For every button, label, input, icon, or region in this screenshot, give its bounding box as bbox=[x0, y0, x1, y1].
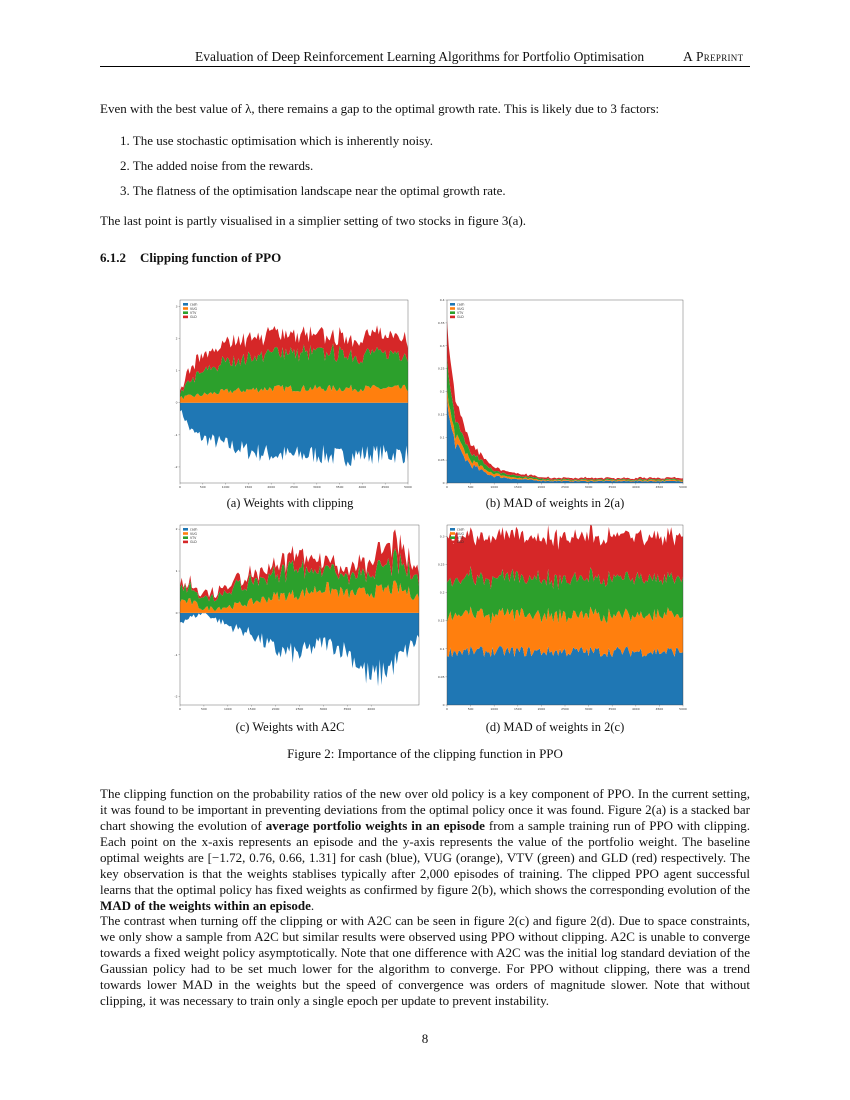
legend-label-cash: cash bbox=[457, 302, 465, 307]
intro-paragraph: Even with the best value of λ, there remains a gap to the optimal growth rate. This is likely due to 3 factors: bbox=[100, 101, 660, 116]
y-tick-label: 0.3 bbox=[439, 534, 445, 539]
text-run: The clipping function on the probability ratios of the new over old policy is a key component of PPO. In the current setting, it was found to be important in preventing deviations from the optimal policy once it was found. Figure 2(a) is a stacked bar chart showing the evolution of bbox=[100, 786, 750, 833]
y-tick-label: 0 bbox=[175, 400, 178, 405]
y-tick-label: 0.05 bbox=[437, 674, 445, 679]
legend-label-vug: VUG bbox=[457, 531, 464, 536]
text-run: . bbox=[310, 898, 315, 913]
figure-caption: Figure 2: Importance of the clipping function in PPO bbox=[287, 746, 563, 761]
legend-swatch-vtv bbox=[450, 536, 455, 539]
x-tick-label: 2000 bbox=[537, 485, 546, 489]
x-tick-label: 1000 bbox=[490, 485, 499, 489]
list-item: 2. The added noise from the rewards. bbox=[120, 158, 314, 173]
x-tick-label: 2000 bbox=[271, 707, 280, 711]
x-tick-label: 2000 bbox=[267, 485, 276, 489]
y-tick-label: 0.2 bbox=[439, 389, 445, 394]
bold-phrase: MAD of the weights within an episode bbox=[100, 898, 311, 913]
y-tick-label: -1 bbox=[174, 432, 178, 437]
y-tick-label: 0.05 bbox=[437, 458, 445, 463]
subcaption-b: (b) MAD of weights in 2(a) bbox=[485, 496, 625, 510]
series-area-cash bbox=[447, 646, 683, 705]
x-tick-label: 3000 bbox=[312, 485, 321, 489]
subcaption-c: (c) Weights with A2C bbox=[235, 720, 345, 734]
x-tick-label: 2500 bbox=[561, 485, 569, 489]
x-tick-label: 4000 bbox=[367, 707, 376, 711]
section-number: 6.1.2 bbox=[100, 250, 126, 265]
legend-swatch-vtv bbox=[183, 311, 188, 314]
x-tick-label: 2500 bbox=[290, 485, 298, 489]
x-tick-label: 500 bbox=[199, 485, 206, 489]
body-paragraph-2: The contrast when turning off the clipping or with A2C can be seen in figure 2(c) and figure 2(d). Due to space constraints, we only show a sample from A2C but similar results were observed using PPO without clipping. A2C is unable to converge towards a fixed weight policy asymptotically. Note that one difference with A2C was the initial log standard deviation of the Gaussian policy had to be set much lower for the algorithm to converge. For PPO without clipping, there was a trend towards lower MAD in the weights but the speed of convergence was orders of magnitude slower. Note that without clipping, it was necessary to train only a single epoch per update to prevent instability. bbox=[100, 913, 750, 1008]
legend-swatch-vug bbox=[183, 532, 188, 535]
x-tick-label: 3000 bbox=[584, 707, 593, 711]
y-tick-label: 1 bbox=[175, 368, 178, 373]
y-tick-label: 2 bbox=[175, 527, 178, 532]
list-item: 1. The use stochastic optimisation which is inherently noisy. bbox=[120, 133, 434, 148]
y-tick-label: 0.25 bbox=[437, 562, 445, 567]
legend-label-cash: cash bbox=[190, 302, 198, 307]
legend-swatch-cash bbox=[183, 303, 188, 306]
legend-label-cash: cash bbox=[190, 527, 198, 532]
y-tick-label: 3 bbox=[175, 304, 178, 309]
legend-label-vtv: VTV bbox=[190, 536, 197, 540]
chart-weights-with-a2c bbox=[160, 522, 420, 717]
header-rule bbox=[100, 66, 750, 67]
x-tick-label: 1500 bbox=[513, 707, 522, 711]
x-tick-label: 1500 bbox=[513, 485, 522, 489]
legend-swatch-gld bbox=[450, 541, 455, 544]
y-tick-label: 0.15 bbox=[437, 412, 445, 417]
y-tick-label: 0 bbox=[442, 481, 445, 485]
x-tick-label: 2000 bbox=[537, 707, 546, 711]
y-tick-label: 0 bbox=[175, 610, 178, 615]
y-tick-label: 0.4 bbox=[439, 298, 445, 302]
subcaption-a: (a) Weights with clipping bbox=[226, 496, 354, 510]
legend-swatch-vug bbox=[183, 307, 188, 310]
y-tick-label: 0 bbox=[442, 703, 445, 707]
y-tick-label: 0.15 bbox=[437, 618, 445, 623]
y-tick-label: -1 bbox=[174, 652, 178, 657]
legend-swatch-cash bbox=[450, 528, 455, 531]
page-number: 8 bbox=[421, 1031, 429, 1046]
legend-label-gld: GLD bbox=[457, 315, 464, 320]
x-tick-label: 0 bbox=[179, 485, 181, 489]
x-tick-label: 3000 bbox=[319, 707, 328, 711]
legend-swatch-cash bbox=[450, 303, 455, 306]
section-heading bbox=[100, 250, 281, 266]
chart-mad-weights-clipping bbox=[425, 295, 690, 495]
x-tick-label: 5000 bbox=[404, 485, 412, 489]
y-tick-label: 0.35 bbox=[437, 320, 445, 325]
legend-label-vug: VUG bbox=[190, 531, 197, 536]
y-tick-label: 0.25 bbox=[437, 366, 445, 371]
legend-swatch-gld bbox=[183, 316, 188, 319]
x-tick-label: 2500 bbox=[295, 707, 304, 711]
legend-label-vtv: VTV bbox=[457, 536, 464, 540]
y-tick-label: 0.3 bbox=[439, 343, 445, 348]
legend-swatch-cash bbox=[183, 528, 188, 531]
subcaption-d: (d) MAD of weights in 2(c) bbox=[485, 720, 625, 734]
x-tick-label: 1500 bbox=[247, 707, 256, 711]
legend-label-vtv: VTV bbox=[190, 311, 197, 315]
x-tick-label: 4000 bbox=[631, 485, 640, 489]
y-tick-label: 1 bbox=[175, 569, 178, 574]
y-tick-label: 2 bbox=[175, 336, 178, 341]
body-paragraph-1 bbox=[100, 786, 750, 914]
text-run: from a sample training run of PPO with clipping. Each point on the x-axis represents an episode and the y-axis represents the value of the portfolio weight. The baseline optimal weights are [−1.72, 0.76, 0.66, 1.31] for cash (blue), VUG (orange), VTV (green) and GLD (red) respectively. The key observation is that the weights stablises typically after 2,000 episodes of training. The clipped PPO agent successful learns that the optimal policy has fixed weights as confirmed by figure 2(b), which shows the corresponding evolution of the bbox=[100, 818, 750, 897]
bold-phrase: average portfolio weights in an episode bbox=[265, 818, 485, 833]
x-tick-label: 1000 bbox=[223, 707, 232, 711]
x-tick-label: 1000 bbox=[221, 485, 230, 489]
legend-swatch-vtv bbox=[183, 536, 188, 539]
y-tick-label: -2 bbox=[174, 694, 178, 699]
x-tick-label: 500 bbox=[467, 707, 474, 711]
legend-swatch-vug bbox=[450, 307, 455, 310]
y-tick-label: 0.1 bbox=[439, 646, 445, 651]
x-tick-label: 5000 bbox=[679, 485, 687, 489]
x-tick-label: 3500 bbox=[343, 707, 352, 711]
x-tick-label: 3500 bbox=[335, 485, 344, 489]
legend-label-gld: GLD bbox=[190, 540, 197, 545]
y-tick-label: -2 bbox=[174, 464, 178, 469]
section-title: Clipping function of PPO bbox=[140, 250, 282, 265]
x-tick-label: 500 bbox=[467, 485, 474, 489]
x-tick-label: 4500 bbox=[655, 485, 664, 489]
x-tick-label: 500 bbox=[201, 707, 207, 711]
x-tick-label: 3000 bbox=[584, 485, 593, 489]
chart-weights-with-clipping bbox=[160, 295, 420, 495]
chart-mad-weights-a2c bbox=[425, 522, 690, 717]
y-tick-label: 0.2 bbox=[439, 590, 445, 595]
x-tick-label: 5000 bbox=[679, 707, 687, 711]
legend-swatch-gld bbox=[450, 316, 455, 319]
legend-swatch-vtv bbox=[450, 311, 455, 314]
legend-label-gld: GLD bbox=[457, 540, 464, 545]
list-item: 3. The flatness of the optimisation landscape near the optimal growth rate. bbox=[120, 183, 506, 198]
y-tick-label: 0.1 bbox=[439, 435, 445, 440]
running-header-tag: A Preprint bbox=[683, 49, 744, 64]
intro-after-paragraph: The last point is partly visualised in a simplier setting of two stocks in figure 3(a). bbox=[100, 213, 527, 228]
x-tick-label: 3500 bbox=[608, 707, 617, 711]
legend-label-vug: VUG bbox=[457, 306, 464, 311]
x-tick-label: 4500 bbox=[655, 707, 664, 711]
running-header-title: Evaluation of Deep Reinforcement Learning Algorithms for Portfolio Optimisation bbox=[195, 49, 645, 64]
x-tick-label: 0 bbox=[179, 707, 181, 711]
legend-label-vtv: VTV bbox=[457, 311, 464, 315]
x-tick-label: 4000 bbox=[358, 485, 367, 489]
legend-swatch-vug bbox=[450, 532, 455, 535]
x-tick-label: 0 bbox=[446, 707, 448, 711]
legend-swatch-gld bbox=[183, 541, 188, 544]
legend-label-gld: GLD bbox=[190, 315, 197, 320]
x-tick-label: 3500 bbox=[608, 485, 617, 489]
x-tick-label: 0 bbox=[446, 485, 448, 489]
x-tick-label: 4500 bbox=[381, 485, 390, 489]
x-tick-label: 2500 bbox=[561, 707, 569, 711]
x-tick-label: 4000 bbox=[631, 707, 640, 711]
x-tick-label: 1000 bbox=[490, 707, 499, 711]
legend-label-cash: cash bbox=[457, 527, 465, 532]
x-tick-label: 1500 bbox=[244, 485, 253, 489]
legend-label-vug: VUG bbox=[190, 306, 197, 311]
